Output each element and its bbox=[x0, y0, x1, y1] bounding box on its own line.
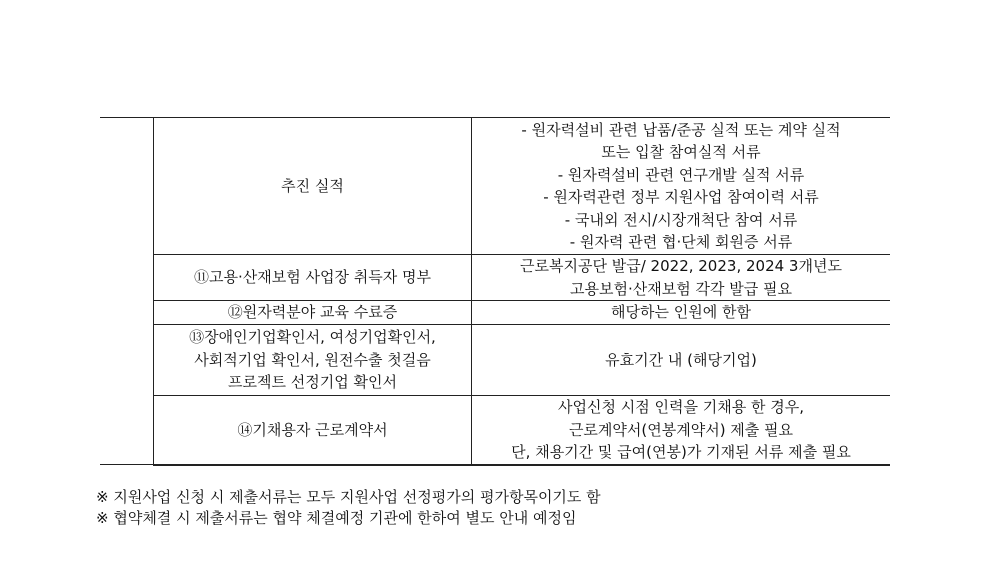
table-row bbox=[100, 396, 890, 465]
document-detail-text: 근로계약서(연봉계약서) 제출 필요 bbox=[568, 420, 794, 439]
document-detail-text: 사업신청 시점 인력을 기채용 한 경우, bbox=[558, 398, 804, 416]
document-detail-cell bbox=[472, 118, 891, 255]
submission-documents-table bbox=[100, 117, 890, 466]
document-item-text: 프로젝트 선정기업 확인서 bbox=[228, 373, 397, 392]
document-item-cell bbox=[154, 396, 472, 465]
document-detail-text: 유효기간 내 (해당기업) bbox=[605, 350, 757, 369]
document-detail-cell bbox=[472, 301, 891, 325]
document-detail-text: - 국내외 전시/시장개척단 참여 서류 bbox=[564, 210, 798, 229]
document-item-text: 사회적기업 확인서, 원전수출 첫걸음 bbox=[194, 350, 431, 369]
table-row bbox=[100, 255, 890, 301]
table-row bbox=[100, 325, 890, 396]
document-detail-cell bbox=[472, 396, 891, 465]
document-item-text: ⑫원자력분야 교육 수료증 bbox=[227, 303, 398, 322]
document-item-text: ⑭기채용자 근로계약서 bbox=[237, 420, 388, 439]
document-detail-text: - 원자력설비 관련 납품/준공 실적 또는 계약 실적 bbox=[521, 120, 841, 139]
document-detail-cell bbox=[472, 325, 891, 396]
document-detail-text: 단, 채용기간 및 급여(연봉)가 기재된 서류 제출 필요 bbox=[511, 443, 851, 461]
document-detail-cell bbox=[472, 255, 891, 301]
document-item-text: 추진 실적 bbox=[281, 176, 344, 195]
table-row bbox=[100, 118, 890, 255]
category-cell bbox=[100, 118, 154, 465]
document-detail-text: 또는 입찰 참여실적 서류 bbox=[601, 143, 761, 161]
document-item-cell bbox=[154, 301, 472, 325]
document-detail-text: - 원자력 관련 협·단체 회원증 서류 bbox=[569, 233, 793, 251]
document-item-cell bbox=[154, 325, 472, 396]
document-item-text: ⑬장애인기업확인서, 여성기업확인서, bbox=[189, 328, 436, 347]
document-item-text: ⑪고용·산재보험 사업장 취득자 명부 bbox=[194, 268, 431, 287]
document-detail-text: 근로복지공단 발급/ 2022, 2023, 2024 3개년도 bbox=[520, 257, 842, 275]
document-detail-text: - 원자력설비 관련 연구개발 실적 서류 bbox=[557, 165, 805, 184]
document-detail-text: 고용보험·산재보험 각각 발급 필요 bbox=[570, 279, 792, 298]
document-detail-text: 해당하는 인원에 한함 bbox=[611, 303, 751, 322]
footnotes bbox=[96, 487, 601, 529]
document-item-cell bbox=[154, 118, 472, 255]
table-row bbox=[100, 301, 890, 325]
footnote: ※ 협약체결 시 제출서류는 협약 체결예정 기관에 한하여 별도 안내 예정임 bbox=[96, 509, 577, 527]
document-item-cell bbox=[154, 255, 472, 301]
document-detail-text: - 원자력관련 정부 지원사업 참여이력 서류 bbox=[543, 188, 819, 206]
footnote: ※ 지원사업 신청 시 제출서류는 모두 지원사업 선정평가의 평가항목이기도 함 bbox=[96, 488, 601, 506]
